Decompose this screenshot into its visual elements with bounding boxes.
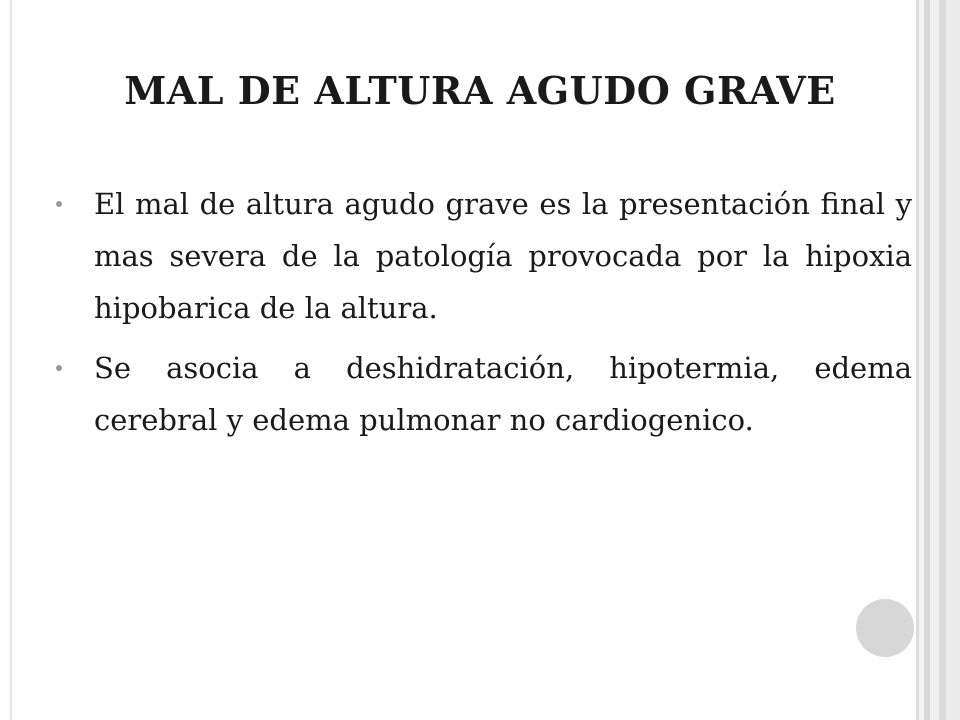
bullet-list [56, 178, 912, 454]
bullet-text: Se asocia a deshidratación, hipotermia, edema cerebral y edema pulmonar no cardiogenico. [94, 351, 912, 437]
circle-decoration-icon [856, 599, 914, 657]
bullet-dot-icon [56, 201, 62, 207]
bullet-item [56, 178, 912, 334]
bullet-item [56, 342, 912, 446]
bullet-text: El mal de altura agudo grave es la presentación final y mas severa de la patología provocada por la hipoxia hipobarica de la altura. [94, 187, 912, 325]
slide-title: MAL DE ALTURA AGUDO GRAVE [124, 68, 836, 113]
bullet-dot-icon [56, 365, 62, 371]
